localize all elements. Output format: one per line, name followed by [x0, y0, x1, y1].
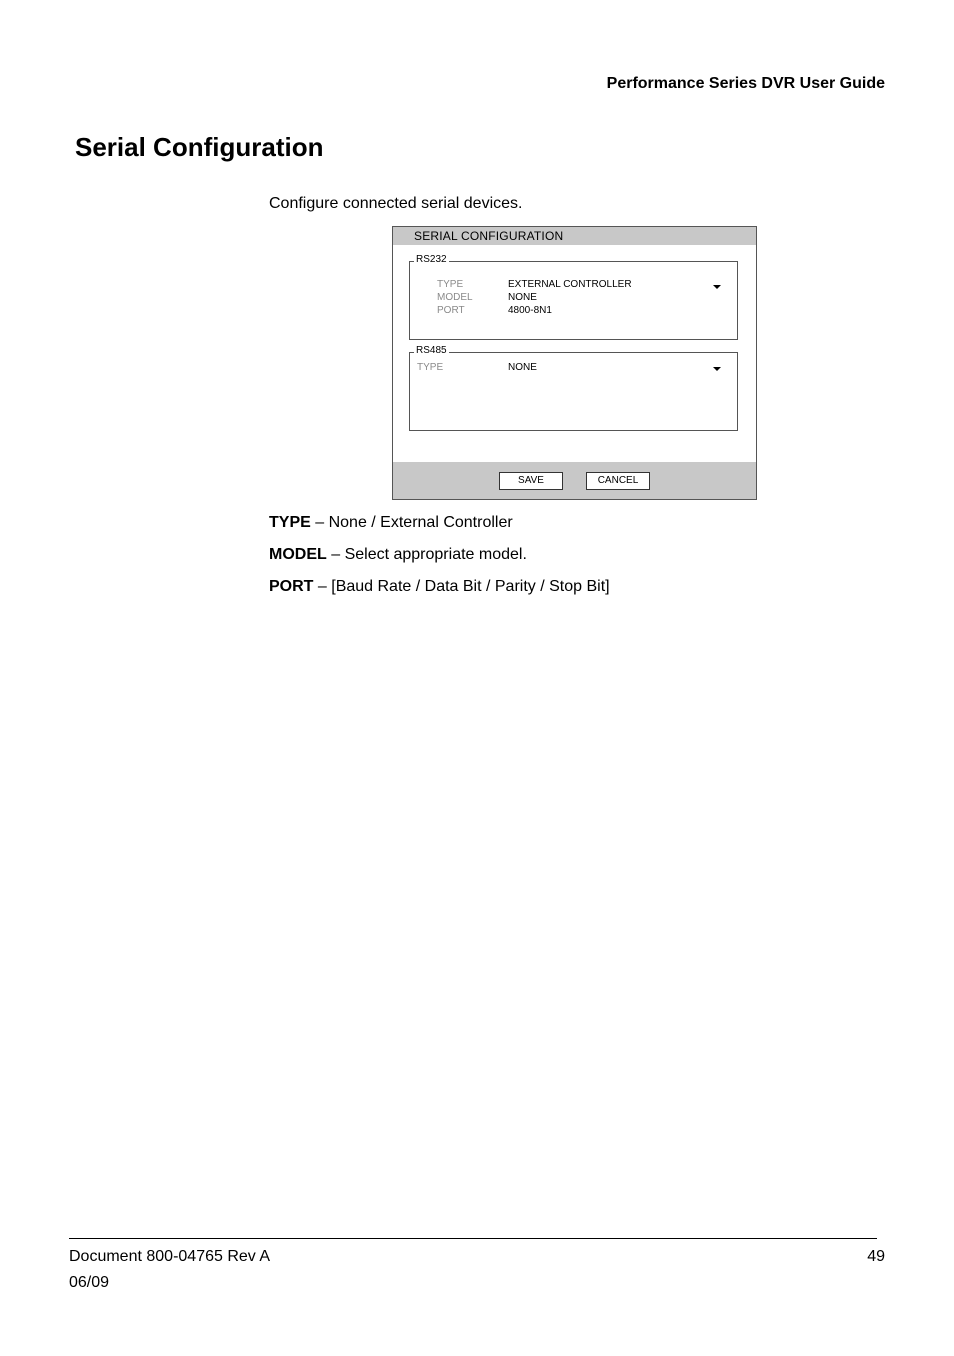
description-text: – Select appropriate model.: [326, 546, 527, 563]
rs232-type-select[interactable]: EXTERNAL CONTROLLER: [508, 279, 632, 290]
chevron-down-icon[interactable]: [713, 285, 721, 289]
description-model: [269, 546, 527, 564]
footer-document-id: Document 800-04765 Rev A: [69, 1248, 271, 1265]
description-text: – [Baud Rate / Data Bit / Parity / Stop Bit]: [313, 578, 610, 595]
rs485-group: [409, 345, 738, 431]
rs232-port-value[interactable]: 4800-8N1: [508, 305, 552, 316]
cancel-button[interactable]: CANCEL: [586, 472, 650, 490]
page-title: Serial Configuration: [75, 132, 324, 162]
rs232-model-value[interactable]: NONE: [508, 292, 537, 303]
running-header: Performance Series DVR User Guide: [606, 75, 885, 92]
rs232-model-label: MODEL: [437, 292, 473, 303]
description-type: [269, 514, 513, 532]
dialog-titlebar: [393, 227, 756, 245]
description-term: PORT: [269, 578, 314, 595]
dialog-footer: [393, 462, 756, 499]
page-number: 49: [867, 1248, 885, 1265]
description-term: TYPE: [269, 514, 311, 531]
save-button[interactable]: SAVE: [499, 472, 563, 490]
rs485-legend: RS485: [416, 345, 447, 356]
rs232-group: [409, 254, 738, 340]
footer-divider: [69, 1238, 877, 1239]
rs485-type-label: TYPE: [417, 362, 444, 373]
rs232-type-label: TYPE: [437, 279, 464, 290]
description-term: MODEL: [269, 546, 327, 563]
rs232-port-label: PORT: [437, 305, 465, 316]
rs485-type-select[interactable]: NONE: [508, 362, 537, 373]
intro-text: Configure connected serial devices.: [269, 195, 523, 212]
dialog-title: SERIAL CONFIGURATION: [414, 229, 564, 243]
description-text: – None / External Controller: [310, 514, 513, 531]
footer-date: 06/09: [69, 1274, 110, 1291]
serial-configuration-dialog: [392, 226, 757, 500]
chevron-down-icon[interactable]: [713, 367, 721, 371]
description-port: [269, 578, 610, 596]
rs232-legend: RS232: [416, 254, 447, 265]
